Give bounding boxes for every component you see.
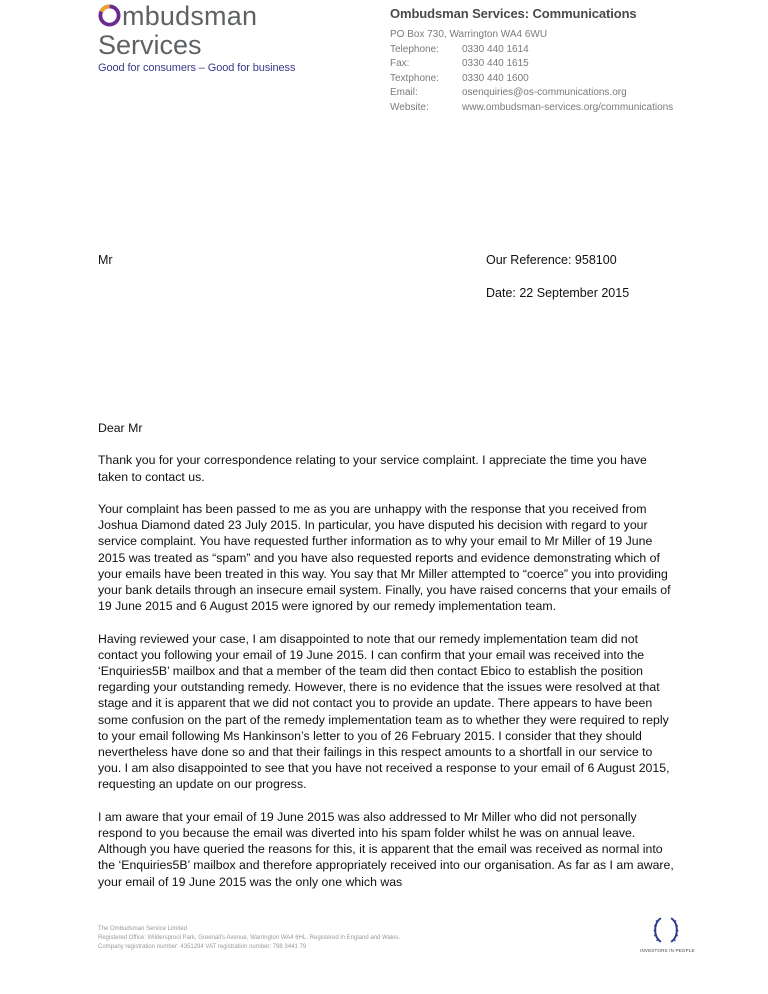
paragraph: I am aware that your email of 19 June 2015 was also addressed to Mr Miller who did not personally respond to you because the email was diverted into his spam folder whilst he was on annual leave. Although you have queried the reasons for this, it is apparent that the email was received as normal into the ‘Enquiries5B’ mailbox and therefore appropriately received into our organisation. As far as I am aware, your email of 19 June 2015 was the only one which was xyxy=(98,809,674,889)
paragraph: Your complaint has been passed to me as you are unhappy with the response that you received from Joshua Diamond dated 23 July 2015. In particular, you have disputed his decision with regard to your service complaint. You have requested further information as to why your email to Mr Miller of 19 June 2015 was treated as “spam” and you have also requested reports and evidence demonstrating which of your emails have been treated in this way. You say that Mr Miller attempted to “coerce” you into providing your bank details through an insecure email system. Finally, you have raised concerns that your emails of 19 June 2015 and 6 August 2015 were ignored by our remedy implementation team. xyxy=(98,501,671,614)
company-logo xyxy=(98,2,298,75)
contact-email: Email: osenquiries@os-communications.org xyxy=(390,87,627,99)
logo-tagline: Good for consumers – Good for business xyxy=(98,62,296,74)
contact-fax: Fax: 0330 440 1615 xyxy=(390,58,529,70)
paragraph: Thank you for your correspondence relating to your service complaint. I appreciate the time you have taken to contact us. xyxy=(98,453,647,484)
logo-line2-text: Services xyxy=(98,30,202,60)
contact-telephone: Telephone: 0330 440 1614 xyxy=(390,43,529,55)
laurel-icon xyxy=(649,913,683,947)
investors-in-people-badge xyxy=(640,913,695,953)
contact-address: PO Box 730, Warrington WA4 6WU xyxy=(390,29,548,40)
footer-registration: The Ombudsman Service Limited Registered Office: Wildersprool Park, Greenall’s Avenue, Warrington WA4 6HL. Registered in England and Wales. Company registration number: 4351294 VAT registration number: 798 3441 79 xyxy=(98,926,401,950)
organisation-name: Ombudsman Services: Communications xyxy=(390,6,637,21)
our-reference: Our Reference: 958100 xyxy=(486,253,617,267)
greeting: Dear Mr xyxy=(98,421,143,435)
contact-textphone: Textphone: 0330 440 1600 xyxy=(390,72,529,84)
letter-date: Date: 22 September 2015 xyxy=(486,286,630,300)
badge-text: INVESTORS IN PEOPLE xyxy=(640,948,695,953)
logo-line1-text: mbudsman xyxy=(122,1,258,31)
letter-body xyxy=(98,420,678,906)
paragraph: Having reviewed your case, I am disappointed to note that our remedy implementation team did not contact you following your email of 19 June 2015. I can confirm that your email was received into the ‘Enquiries5B’ mailbox and that a member of the team did then contact Ebico to establish the position regarding your outstanding remedy. However, there is no evidence that the issues were resolved at that stage and it is apparent that we did not contact you to provide an update. There appears to have been some confusion on the part of the remedy implementation team as to whether they were required to reply to your email following Ms Hankinson’s letter to you of 26 February 2015. I consider that they should nevertheless have done so and that their failings in this respect amounts to a shortfall in our service to you. I am also disappointed to see that you have not received a response to your email of 6 August 2015, requesting an update on our progress. xyxy=(98,631,670,792)
logo-o-icon xyxy=(98,4,121,27)
contact-website: Website: www.ombudsman-services.org/communications xyxy=(390,101,674,113)
contact-details xyxy=(390,28,673,116)
recipient-name: Mr xyxy=(98,253,113,267)
